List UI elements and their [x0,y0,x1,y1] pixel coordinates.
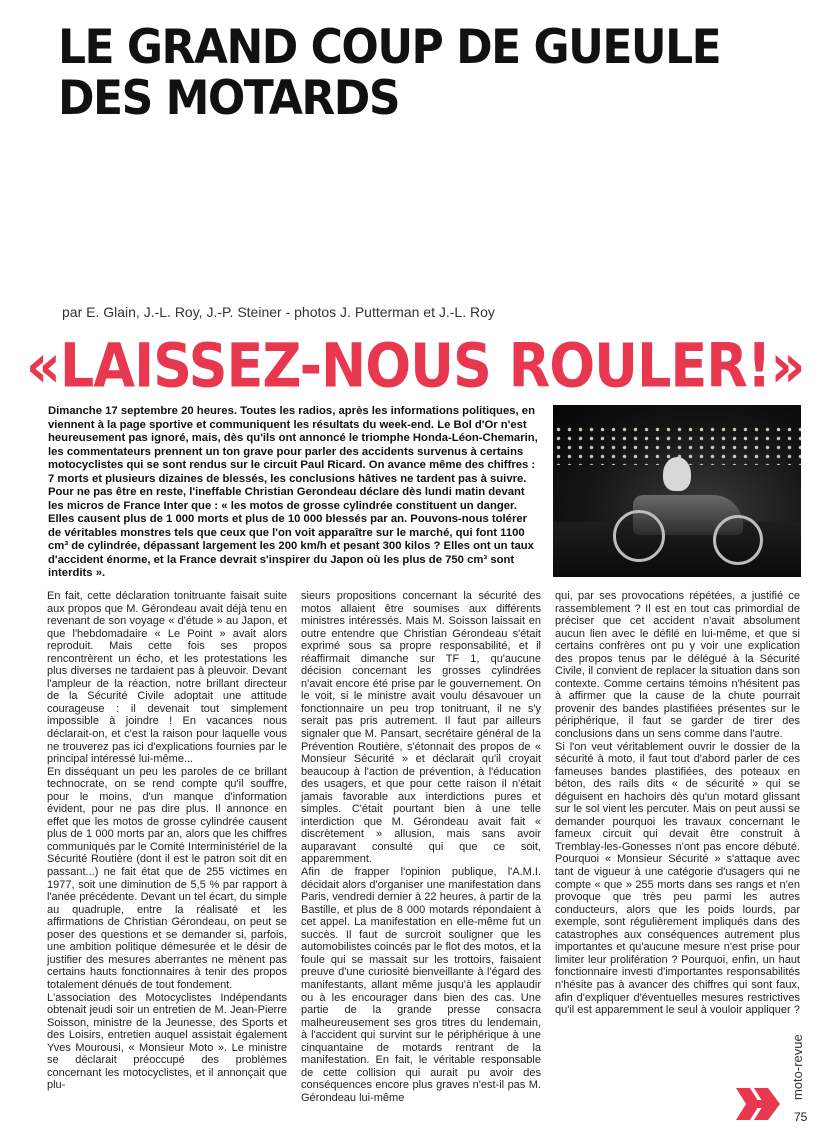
article-title: «LAISSEZ-NOUS ROULER!» [26,330,805,401]
paragraph: sieurs propositions concernant la sécurité des motos allaient être soumises aux différents ministres intéressés. Mais M. Soisson laissait en outre entendre que Christian Gérondeau s'était exprimé sous sa propre responsabilité, et il réaffirmait dimanche sur TF 1, qu'aucune décision concernant les grosses cylindrées n'avait encore été prise par le gouvernement. On le voit, si le ministre avait voulu désavouer un fonctionnaire un peu trop tonitruant, il ne s'y serait pas pris autrement. Il faut par ailleurs signaler que M. Pansart, secrétaire général de la Prévention Routière, s'étonnait des propos de « Monsieur Sécurité » et déclarait qu'il croyait beaucoup à l'action de prévention, à l'éducation des usagers, et que pour cette raison il n'était jamais favorable aux interdictions pures et simples. C'était pourtant bien à une telle interdiction que M. Gérondeau avait fait « discrètement » allusion, mais sans avoir auparavant consulté qui que ce soit, apparemment. [301,590,541,866]
headline-line-1: LE GRAND COUP DE GUEULE [58,19,721,75]
front-wheel [613,510,665,562]
text-column-1 [47,590,287,1092]
headline-line-2: DES MOTARDS [58,70,400,126]
magazine-name [790,1000,804,1110]
moto-revue-logo-icon [736,1084,780,1124]
text-column-3 [555,590,800,1017]
photo-night-motorcycle [553,405,801,577]
paragraph: En disséquant un peu les paroles de ce brillant technocrate, on se rend compte qu'il souffre, pour le moins, d'un manque d'information évident, pour ne pas dire plus. Il annonce en effet que les motos de grosse cylindrée causent plus de 1 000 morts par an, alors que les chiffres communiqués par le Comité Interministériel de la Sécurité Routière (dont il est le patron soit dit en passant...) ne fait état que de 255 victimes en 1977, soit une diminution de 5,5 % par rapport à l'anée précédente. Devant un tel écart, du simple au quadruple, entre la réalisaté et les affirmations de Christian Gérondeau, on peut se poser des questions et se demander si, parfois, une ambition politique démesurée et le désir de justifier des mesures aberrantes ne mènent pas certains hauts fonctionnaires à tenir des propos totalement dénués de tout fondement. [47,765,287,991]
paragraph: Si l'on veut véritablement ouvrir le dossier de la sécurité à moto, il faut tout d'abord parler de ces fameuses bandes plastifiées, des poteaux en béton, des rails dits « de sécurité » qui se déguisent en hachoirs dès qu'un motard glissant sur le sol vient les percuter. Mais on peut aussi se demander pourquoi les travaux concernant le fameux circuit qui devait être construit à Tremblay-les-Gonesses n'ont pas encore débuté. Pourquoi « Monsieur Sécurité » s'attaque avec tant de vigueur à une catégorie d'usagers qui ne compte « que » 255 morts dans ses rangs et n'en provoque que très peu parmi les autres conducteurs, alors que les poids lourds, par exemple, sont régulièrement impliqués dans des catastrophes aux conséquences autrement plus importantes et qu'aucune mesure n'est prise pour limiter leur prolifération ? Pourquoi, enfin, un haut fonctionnaire investi d'importantes responsabilités n'hésite pas à avancer des chiffres qui sont faux, afin d'expliquer d'éventuelles mesures restrictives qu'il est apparemment le seul à vouloir appliquer ? [555,740,800,1017]
paragraph: L'association des Motocyclistes Indépendants obtenait jeudi soir un entretien de M. Jean-Pierre Soisson, ministre de la Jeunesse, des Sports et des Loisirs, entretien auquel assistait également Yves Mourousi, « Monsieur Moto ». Le ministre se déclarait préoccupé des problèmes concernant les motocyclistes, et il annonçait que plu- [47,991,287,1092]
magazine-name-text: moto-revue [790,1034,805,1100]
paragraph: qui, par ses provocations répétées, a justifié ce rassemblement ? Il est en tout cas primordial de préciser que cet accident n'avait absolument aucun lien avec le défilé en lui-même, et que si certains confrères ont pu y voir une explication des propos tenus par le délégué à la Sécurité Civile, il convient de replacer la situation dans son contexte. Comme certains témoins n'hésitent pas à affirmer que la cause de la chute pourrait provenir des bandes plastifiées présentes sur le périphérique, il faut se garder de tirer des conclusions dans un sens comme dans l'autre. [555,590,800,741]
paragraph: Afin de frapper l'opinion publique, l'A.M.I. décidait alors d'organiser une manifestation dans Paris, vendredi dernier à 22 heures, à partir de la Bastille, et plus de 8 000 motards répondaient à cet appel. La manifestation en elle-même fut un succès. Il faut de surcroit souligner que les automobilistes coincés par le flot des motos, et la foule qui se massait sur les trottoirs, faisaient preuve d'une curiosité bienveillante à l'égard des manifestants, allant même jusqu'à les applaudir ou à les encourager dans bien des cas. Une partie de la grande presse consacra malheureusement ses gros titres du lendemain, à l'accident qui survint sur le périphérique à une cinquantaine de motards rentrant de la manifestation. En fait, le véritable responsable de cette collision qui aurait pu avoir des conséquences encore plus graves n'est-il pas M. Gérondeau lui-même [301,866,541,1104]
byline: par E. Glain, J.-L. Roy, J.-P. Steiner - photos J. Putterman et J.-L. Roy [62,304,495,320]
text-column-2 [301,590,541,1104]
main-headline [58,19,818,126]
page-number: 75 [794,1110,808,1124]
rear-wheel [713,515,763,565]
intro-paragraph: Dimanche 17 septembre 20 heures. Toutes les radios, après les informations politiques, en viennent à la page sportive et communiquent les résultats du week-end. Le Bol d'Or n'est heureusement pas ignoré, mais, dès qu'ils ont annoncé le triomphe Honda-Léon-Chemarin, les commentateurs prennent un ton grave pour parler des accidents survenus à certains motocyclistes qui se sont rendus sur le circuit Paul Ricard. On avance même des chiffres : 7 morts et plusieurs dizaines de blessés, les conclusions hâtives ne tardent pas à suivre. Pour ne pas être en reste, l'ineffable Christian Gerondeau déclare dès lundi matin devant les micros de France Inter que : « les motos de grosse cylindrée constituent un danger. Elles causent plus de 1 000 morts et plus de 10 000 blessés par an. Pouvons-nous tolérer de véritables monstres tels que ceux que l'on voit apparaître sur le marché, qui font 1100 cm³ de cylindrée, dépassant largement les 200 km/h et pesant 300 kilos ? Elles ont un taux d'accident énorme, et la France devrait s'inspirer du Japon où les plus de 750 cm³ sont interdits ». [48,405,538,579]
rider-helmet [663,457,691,491]
paragraph: En fait, cette déclaration tonitruante faisait suite aux propos que M. Gérondeau avait déjà tenu en revenant de son voyage « d'étude » au Japon, et que l'hebdomadaire « Le Point » avait alors reproduit. Mais cette fois ses propos rencontrèrent un écho, et les protestations les plus diverses ne tardaient pas à pleuvoir. Devant l'ampleur de la réaction, notre brillant directeur de la Sécurité Civile adoptait une attitude courageuse : il devenait tout simplement impossible à joindre ! En vacances nous déclarait-on, et c'est la raison pour laquelle vous ne trouverez pas ici d'explications fournies par le principal intéressé lui-même... [47,590,287,766]
